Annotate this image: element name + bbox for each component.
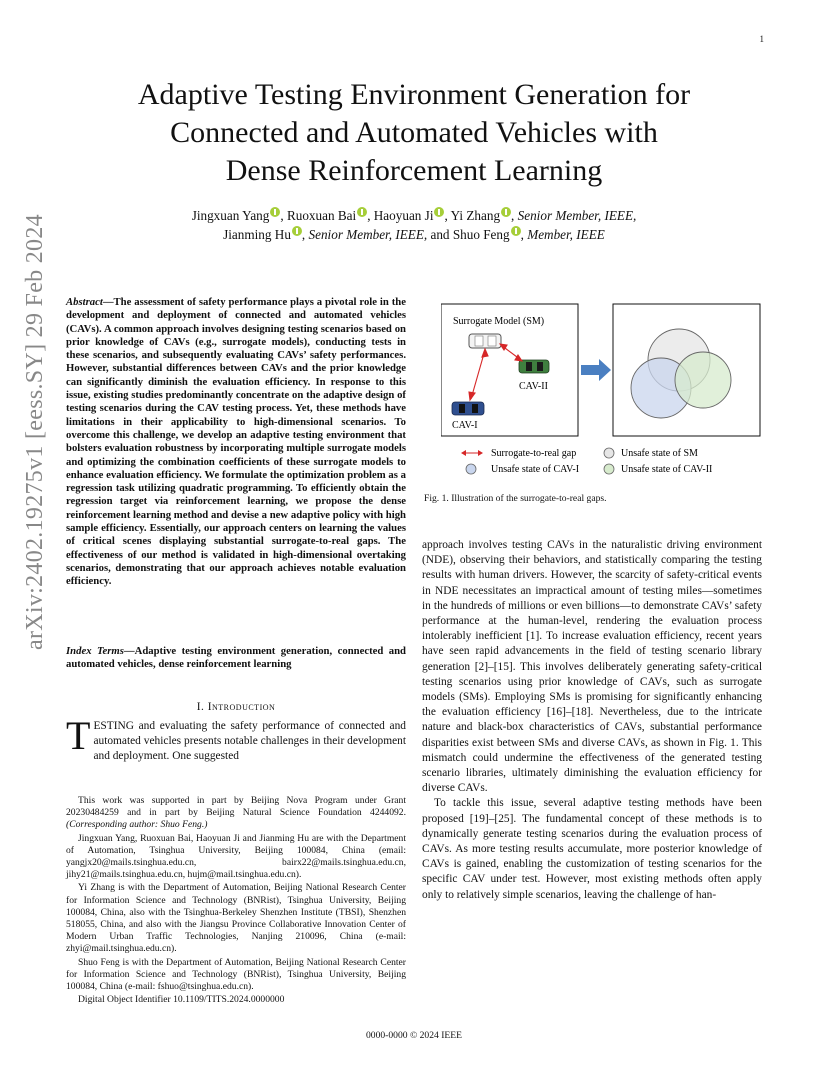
author-name: Jingxuan Yang [191,208,270,223]
author-name: Haoyuan Ji [373,208,434,223]
legend-sm: Unsafe state of SM [621,448,698,459]
orcid-icon[interactable] [292,226,302,236]
title-line-3: Dense Reinforcement Learning [225,154,603,187]
author-list: Jingxuan Yang , Ruoxuan Bai , Haoyuan Ji , Yi Zhang , Senior Member, IEEE, Jianming Hu , Senior Member, IEEE, and Shuo Feng , Member, IEEE [191,208,637,242]
footnote-affiliation: Jingxuan Yang, Ruoxuan Bai, Haoyuan Ji and Jianming Hu are with the Department of Automation, Tsinghua University, Beijing 100084, China (email: yangjx20@mails.tsinghua.edu.cn, bairx22@mails.tsinghua.edu.cn, jihy21@mails.tsinghua.edu.cn, hujm@mail.tsinghua.edu.cn). [66,832,406,881]
footnote-funding: This work was supported in part by Beijing Nova Program under Grant 20230484259 and in part by Beijing Natural Science Foundation 4244092. (Corresponding author: Shuo Feng.) [66,795,406,831]
footnote-affiliation: Yi Zhang is with the Department of Automation, Beijing National Research Center for Information Science and Technology (BNRist), Tsinghua University, Beijing 100084, China, also with the Tsinghua-Berkeley Shenzhen Institute (TBSI), Shenzhen 518055, China, and also with the Jiangsu Province Collaborative Innovation Center of Modern Urban Traffic Technologies, Nanjing 210096, China (e-mail: zhyi@mail.tsinghua.edu.cn). [66,882,406,955]
orcid-icon[interactable] [511,226,521,236]
intro-text: ESTING and evaluating the safety performance of connected and automated vehicles presents notable challenges in their development and deployment. One suggested [93,720,406,763]
abstract-label: Abstract [66,296,103,308]
page-number: 1 [759,34,764,44]
legend-cav2: Unsafe state of CAV-II [621,464,713,475]
orcid-icon[interactable] [434,207,444,217]
footnote-doi: Digital Object Identifier 10.1109/TITS.2024.0000000 [78,994,285,1006]
orcid-icon[interactable] [270,207,280,217]
cav1-label: CAV-I [452,420,478,431]
author-name: Jianming Hu [223,227,291,242]
figure-legend [461,448,712,475]
index-terms-text: —Adaptive testing environment generation, connected and automated vehicles, dense reinforcement learning [66,645,406,671]
cav2-label: CAV-II [519,381,548,392]
section-title: Introduction [207,701,276,713]
body-paragraph: To tackle this issue, several adaptive testing methods have been proposed [19]–[25]. The fundamental concept of these methods is to dynamically generate testing scenarios during the evaluation process of CAVs. As more testing results accumulate, more posterior knowledge of CAVs is gained, enabling the customization of testing scenarios for the specific CAV under test. However, most existing methods often apply only to relatively simple scenarios, leaving the challenge of han- [422,797,762,901]
dropcap: T [66,713,91,758]
copyright-footer: 0000-0000 © 2024 IEEE [365,1030,463,1041]
figure-surrogate-gaps [441,303,761,493]
footnote-affiliation: Shuo Feng is with the Department of Automation, Beijing National Research Center for Information Science and Technology (BNRist), Tsinghua University, Beijing 100084, China (e-mail: fshuo@tsinghua.edu.cn). [66,956,406,993]
section-heading [66,701,406,713]
index-terms-label: Index Terms [66,645,124,657]
author-name: Shuo Feng [452,227,510,242]
cav1-car-icon [452,402,484,415]
legend-cav1: Unsafe state of CAV-I [491,464,580,475]
author-name: Ruoxuan Bai [286,208,357,223]
legend-gap: Surrogate-to-real gap [491,448,577,459]
corresponding-author: (Corresponding author: Shuo Feng.) [66,819,208,831]
paper-title [80,76,748,190]
arxiv-stamp: arXiv:2402.19275v1 [eess.SY] 29 Feb 2024 [22,214,48,650]
intro-paragraph [66,713,406,765]
title-line-2: Connected and Automated Vehicles with [170,116,658,149]
orcid-icon[interactable] [357,207,367,217]
cav2-car-icon [519,360,549,373]
sm-car-icon [469,334,501,348]
author-membership: Member, IEEE [527,227,605,242]
figure-caption: Fig. 1. Illustration of the surrogate-to-real gaps. [424,493,607,504]
flow-arrow-icon [581,359,611,381]
body-paragraph: approach involves testing CAVs in the naturalistic driving environment (NDE), observing their behaviors, and statistically comparing the testing results with human drivers. However, the scarcity of safety-critical events in NDE necessitates an impractical amount of testing miles—sometimes in the hundreds of millions or even billions—to demonstrate CAVs’ safety performance at the human-level, rendering the evaluation process intolerably inefficient [1]. To increase evaluation efficiency, recent years have seen rapid advancements in the field of testing scenario library generation [2]–[15]. This involves deliberately generating safety-critical testing scenarios using prior knowledge of CAVs, such as surrogate models (SMs). Employing SMs is promising for significantly enhancing the evaluation efficiency [16]–[18]. Nevertheless, due to the intricate nature and black-box characteristics of CAVs, substantial performance disparities exist between SMs and diverse CAVs, as shown in Fig. 1. This mismatch could undermine the effectiveness of the generated testing scenario libraries, ultimately diminishing the evaluation efficiency for diverse CAVs. [422,539,762,795]
right-column-body [422,538,762,903]
footnotes [66,795,406,1007]
author-name: Yi Zhang [450,208,501,223]
abstract [66,296,406,589]
index-terms [66,645,406,672]
gap-arrow-icon [469,344,522,400]
title-line-1: Adaptive Testing Environment Generation for [137,78,691,111]
orcid-icon[interactable] [501,207,511,217]
cav2-unsafe-circle [675,352,731,408]
section-number: I. [196,701,205,713]
author-conjunction: and [430,227,450,242]
author-membership: Senior Member, IEEE, [517,208,637,223]
abstract-text: —The assessment of safety performance plays a pivotal role in the development and deployment of connected and automated vehicles (CAVs). A common approach involves designing testing scenarios based on prior knowledge of CAVs (e.g., surrogate models), conducting tests in these scenarios, and subsequently evaluating CAVs’ safety performances. However, substantial differences between CAVs and the prior knowledge can significantly diminish the evaluation efficiency. In response to this issue, existing studies predominantly concentrate on the adaptive design of testing scenarios during the CAV testing process. Yet, these methods have limitations in their applicability to high-dimensional scenarios. To overcome this challenge, we develop an adaptive testing environment that bolsters evaluation robustness by incorporating multiple surrogate models and optimizing the combination coefficients of these surrogate models to enhance evaluation efficiency. We formulate the optimization problem as a regression task utilizing quadratic programming. To efficiently obtain the regression target via reinforcement learning, we propose the dense reinforcement learning method and devise a new adaptive policy with high sample efficiency. Essentially, our approach centers on learning the values of critical scenes displaying substantial surrogate-to-real gaps. The effectiveness of our method is validated in high-dimensional overtaking scenarios, demonstrating that our approach achieves notable evaluation efficiency. [66,296,406,588]
author-membership: Senior Member, IEEE, [308,227,428,242]
sm-label: Surrogate Model (SM) [453,316,545,327]
